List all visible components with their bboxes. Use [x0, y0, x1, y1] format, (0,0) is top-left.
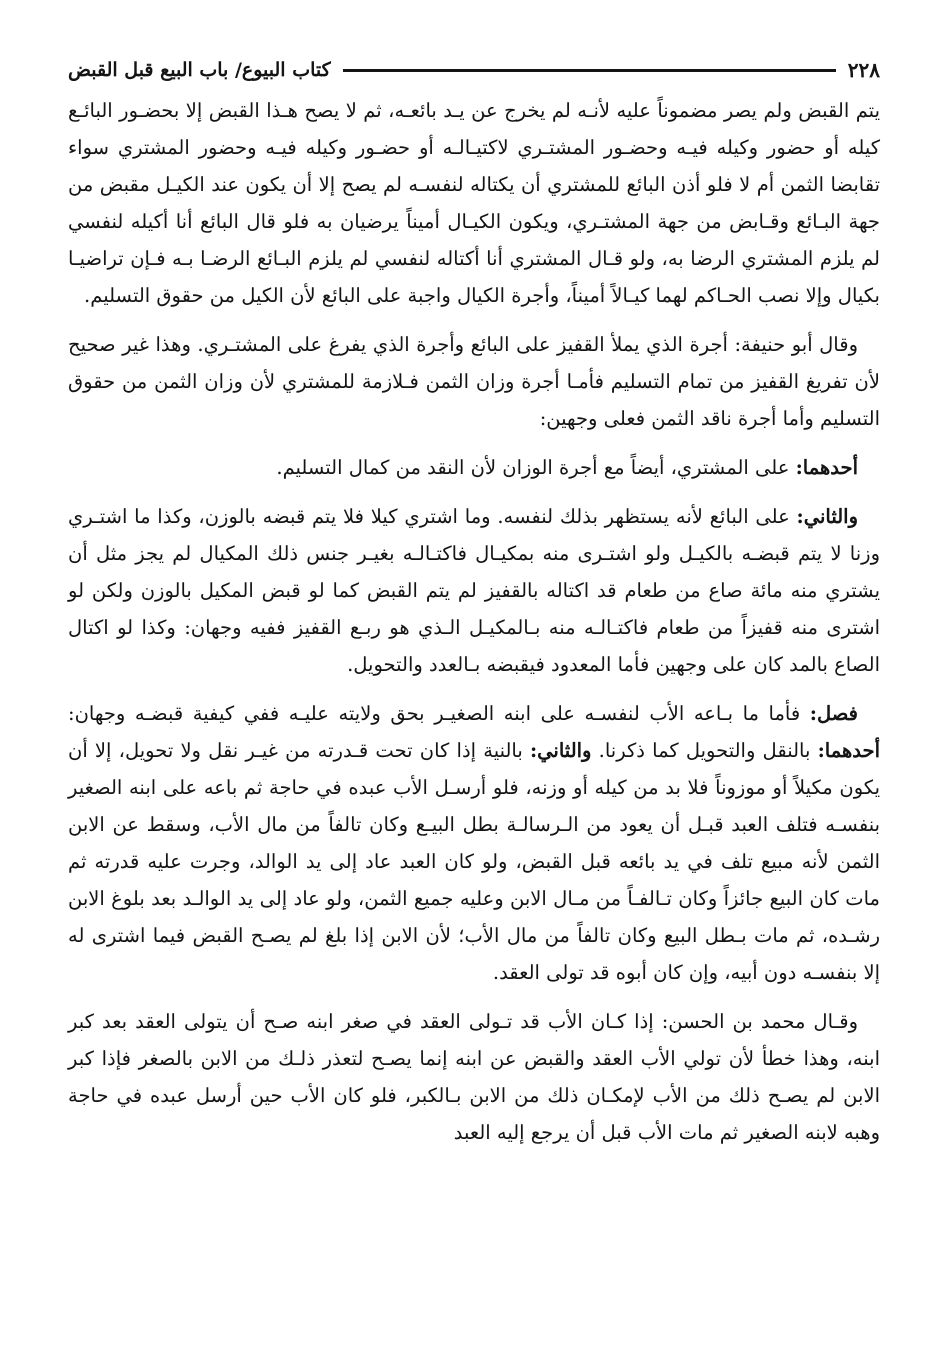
paragraph-text: بالنية إذا كان تحت قـدرته من غيـر نقل ولا تحويل، إلا أن يكون مكيلاً أو موزوناً فلا بد من كيله أو وزنه، فلو أرسـل الأب عبده في حاجة ثم باعه على ابنه الصغير بنفسـه فتلف العبد قبـل أن يعود من الـرسالـة بطل البيـع وكان تالفاً من مال الأب، وسقط عن الابن الثمن لأنه مبيع تلف في يد بائعه قبل القبض، ولو كان العبد عاد إلى يد الوالد، وجرت عليه قدرته ثم مات كان البيع جائزاً وكان تـالفـاً من مـال الابن وعليه جميع الثمن، ولو عاد إلى يد الوالـد بعد بلوغ الابن رشـده، ثم مات بـطل البيع وكان تالفاً من مال الأب؛ لأن الابن إذا بلغ لم يصـح القبض فيما اشترى له إلا بنفسـه دون أبيه، وإن كان أبوه قد تولى العقد. — [68, 739, 881, 984]
paragraph-section — [68, 695, 880, 991]
book-page — [68, 50, 880, 1157]
paragraph-text: وقـال محمد بن الحسن: إذا كـان الأب قد تـولى العقد في صغر ابنه صـح أن يتولى العقد بعد كبر ابنه، وهذا خطأ لأن تولي الأب العقد والقبض عن ابنه إنما يصـح لتعذر ذلـك من الابن بالصغر فإذا كبر الابن لم يصـح ذلك من الأب لإمكـان ذلك من الابن بـالكبر، فلو كان الأب حين أرسل عبده في حاجة وهبه لابنه الصغير ثم مات الأب قبل أن يرجع إليه العبد — [68, 1010, 880, 1144]
paragraph-first-view — [68, 449, 880, 486]
paragraph-text: بالنقل والتحويل كما ذكرنا. — [591, 739, 818, 762]
page-body — [68, 92, 880, 1151]
lead-term: والثاني: — [796, 505, 858, 528]
paragraph-text: على المشتري، أيضاً مع أجرة الوزان لأن النقد من كمال التسليم. — [276, 456, 796, 479]
paragraph-second-view — [68, 498, 880, 683]
lead-term: أحدهما: — [817, 739, 880, 762]
lead-term: فصل: — [809, 702, 858, 725]
paragraph-1 — [68, 92, 880, 314]
paragraph-text: فأما ما بـاعه الأب لنفسـه على ابنه الصغيـر بحق ولايته عليـه ففي كيفية قبضـه وجهان: — [68, 702, 810, 725]
paragraph-text: على البائع لأنه يستظهر بذلك لنفسه. وما اشتري كيلا فلا يتم قبضه بالوزن، وكذا ما اشتـري وزنا لا يتم قبضـه بالكيـل ولو اشتـرى منه بمكيـال فاكتـالـه بغيـر جنس ذلك المكيال لم يجز مثل أن يشتري منه مائة صاع من طعام قد اكتاله بالقفيز لم يتم القبض كما لو قبض المكيل بالوزن ولكن لو اشترى منه قفيزاً من طعام فاكتـالـه منه بـالمكيـل الـذي هو ربـع القفيز ففيه وجهان: وكذا لو اكتال الصاع بالمد كان على وجهين فأما المعدود فيقبضه بـالعدد والتحويل. — [68, 505, 880, 676]
lead-term: أحدهما: — [795, 456, 858, 479]
header-title: كتاب البيوع/ باب البيع قبل القبض — [68, 59, 331, 81]
lead-term: والثاني: — [529, 739, 592, 762]
page-number: ٢٢٨ — [847, 58, 880, 82]
paragraph-text: وقال أبو حنيفة: أجرة الذي يملأ القفيز على البائع وأجرة الذي يفرغ على المشتـري. وهذا غير صحيح لأن تفريغ القفيز من تمام التسليم فأمـا أجرة وزان الثمن فـلازمة للمشتري لأن وزان الثمن من حقوق التسليم وأما أجرة ناقد الثمن فعلى وجهين: — [68, 333, 880, 430]
running-header — [68, 50, 880, 90]
header-rule — [343, 69, 836, 72]
paragraph-abu-hanifa — [68, 326, 880, 437]
paragraph-muhammad-ibn-al-hasan — [68, 1003, 880, 1151]
paragraph-text: يتم القبض ولم يصر مضموناً عليه لأنـه لم يخرج عن يـد بائعـه، ثم لا يصح هـذا القبض إلا بحضـور البائـع كيله أو حضور وكيله فيـه وحضـور المشتـري لاكتيـالـه أو حضـور وكيله فيـه وحضور المشتري سواء تقابضا الثمن أم لا فلو أذن البائع للمشتري أن يكتاله لنفسـه لم يصح إلا أن يكون عند الكيـل مقبض من جهة البـائع وقـابض من جهة المشتـري، ويكون الكيـال أميناً يرضيان به فلو قال البائع أنا أكيله لنفسي لم يلزم المشتري الرضا به، ولو قـال المشتري أنا أكتاله لنفسي لم يلزم البـائع الرضـا بـه فـإن تراضيـا بكيال وإلا نصب الحـاكم لهما كيـالاً أميناً، وأجرة الكيال واجبة على البائع لأن الكيل من حقوق التسليم. — [68, 99, 880, 307]
